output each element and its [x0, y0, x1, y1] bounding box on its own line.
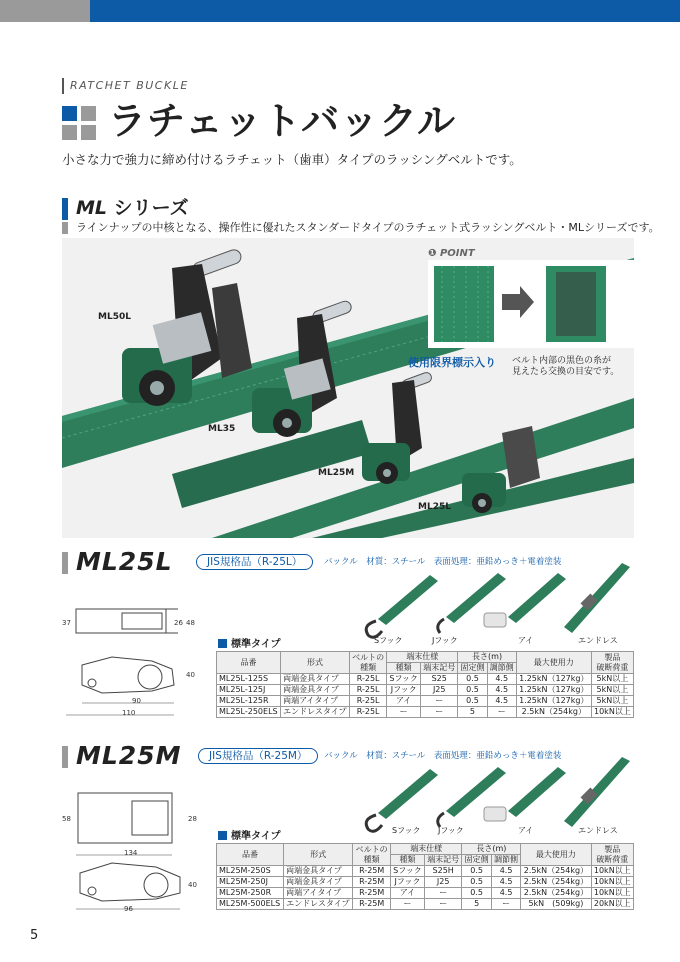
cell-part: ML25M-250S	[217, 866, 284, 877]
top-bar-gray	[0, 0, 90, 22]
table-row	[217, 685, 634, 696]
point-head: ❶ POINT	[428, 248, 475, 259]
hero-label-ml25l: ML25L	[418, 502, 451, 512]
col-term-code: 端末記号	[424, 855, 462, 866]
ml25m-strap-s: Sフック	[392, 826, 421, 835]
cell-form: 両端アイタイプ	[284, 888, 353, 899]
col-max-load: 最大使用力	[516, 652, 591, 674]
series-description: ラインナップの中核となる、操作性に優れたスタンダードタイプのラチェット式ラッシングベルト・MLシリーズです。	[76, 221, 660, 234]
cell-part: ML25L-250ELS	[217, 707, 281, 718]
cell-part: ML25M-250R	[217, 888, 284, 899]
cell-belt: R-25L	[350, 707, 387, 718]
cell-term-type: ー	[390, 899, 424, 910]
ml25l-model-name: ML25L	[76, 547, 173, 576]
cell-belt: R-25L	[350, 685, 387, 696]
col-term: 端末仕様	[390, 844, 462, 855]
ml25m-dim-96: 96	[124, 905, 133, 913]
cell-fixed: 0.5	[458, 685, 487, 696]
cell-break: 10kN以上	[591, 877, 633, 888]
cell-term-code: S25H	[424, 866, 462, 877]
col-adjust: 調節側	[491, 855, 520, 866]
cell-term-type: アイ	[387, 696, 421, 707]
ml25l-spec-text: バックル 材質：スチール 表面処理：亜鉛めっき＋電着塗装	[324, 557, 562, 567]
ml25l-strap-s: Sフック	[374, 636, 403, 645]
ml25l-dim-37: 37	[62, 619, 71, 627]
cell-belt: R-25M	[353, 899, 391, 910]
table-row	[217, 899, 634, 910]
ml25m-model-name: ML25M	[76, 741, 182, 770]
col-form: 形式	[284, 844, 353, 866]
ml25l-dim-90: 90	[132, 697, 141, 705]
ml25l-dim-40: 40	[186, 671, 195, 679]
ml25m-dim-134: 134	[124, 849, 138, 857]
ml25l-strap-j: Jフック	[432, 636, 458, 645]
cell-break: 10kN以上	[591, 888, 633, 899]
ml25m-strap-images	[358, 751, 634, 835]
cell-form: 両端金具タイプ	[284, 877, 353, 888]
ml25m-spec-table	[216, 843, 634, 910]
series-accent-bar	[62, 198, 68, 220]
table-row	[217, 707, 634, 718]
cell-belt: R-25M	[353, 866, 391, 877]
ml25l-strap-endless: エンドレス	[578, 636, 618, 645]
hero-label-ml35: ML35	[208, 424, 236, 434]
cell-form: エンドレスタイプ	[284, 899, 353, 910]
page-number: 5	[30, 928, 39, 943]
series-desc-bar	[62, 222, 68, 234]
col-fixed: 固定側	[462, 855, 491, 866]
point-callout	[408, 248, 634, 388]
cell-term-type: Jフック	[390, 877, 424, 888]
cell-break: 10kN以上	[591, 707, 633, 718]
cell-max-load: 2.5kN（254kg）	[516, 707, 591, 718]
cell-part: ML25M-500ELS	[217, 899, 284, 910]
cell-adjust: 4.5	[491, 877, 520, 888]
ml25l-strap-images	[358, 557, 634, 641]
section-ml25l	[62, 547, 634, 726]
cell-max-load: 1.25kN（127kg）	[516, 696, 591, 707]
ml25l-dim-110: 110	[122, 709, 136, 717]
cell-adjust: 4.5	[491, 888, 520, 899]
col-part: 品番	[217, 652, 281, 674]
ml25m-dim-28: 28	[188, 815, 197, 823]
cell-fixed: 0.5	[458, 696, 487, 707]
ml25m-strap-eye: アイ	[518, 826, 534, 835]
cell-term-code: J25	[421, 685, 458, 696]
cell-fixed: 5	[458, 707, 487, 718]
col-adjust: 調節側	[487, 663, 516, 674]
cell-form: エンドレスタイプ	[281, 707, 350, 718]
cell-belt: R-25M	[353, 877, 391, 888]
cell-max-load: 1.25kN（127kg）	[516, 685, 591, 696]
table-row	[217, 888, 634, 899]
cell-term-type: ー	[387, 707, 421, 718]
cell-fixed: 0.5	[458, 674, 487, 685]
cell-fixed: 5	[462, 899, 491, 910]
col-break: 製品 破断荷重	[591, 844, 633, 866]
cell-fixed: 0.5	[462, 877, 491, 888]
point-label: 使用限界標示入り	[408, 356, 496, 369]
table-row	[217, 866, 634, 877]
section-ml25m	[62, 741, 634, 920]
ml25m-standard-type: 標準タイプ	[218, 827, 281, 842]
table-row	[217, 674, 634, 685]
cell-max-load: 5kN (509kg)	[521, 899, 591, 910]
cell-fixed: 0.5	[462, 866, 491, 877]
cell-term-type: Sフック	[390, 866, 424, 877]
cell-term-type: Sフック	[387, 674, 421, 685]
cell-term-code: ー	[421, 707, 458, 718]
ml25m-dim-58: 58	[62, 815, 71, 823]
col-length: 長さ(m)	[462, 844, 521, 855]
cell-max-load: 2.5kN（254kg）	[521, 888, 591, 899]
ml25l-spec-table	[216, 651, 634, 718]
hero-label-ml50l: ML50L	[98, 312, 131, 322]
cell-max-load: 2.5kN（254kg）	[521, 877, 591, 888]
title-squares-icon	[62, 106, 96, 140]
cell-max-load: 2.5kN（254kg）	[521, 866, 591, 877]
cell-break: 10kN以上	[591, 866, 633, 877]
cell-adjust: 4.5	[491, 866, 520, 877]
cell-break: 5kN以上	[591, 674, 633, 685]
cell-belt: R-25L	[350, 674, 387, 685]
col-max-load: 最大使用力	[521, 844, 591, 866]
ml25l-strap-eye: アイ	[518, 636, 534, 645]
page-subtitle: 小さな力で強力に締め付けるラチェット（歯車）タイプのラッシングベルトです。	[62, 152, 522, 167]
eyebrow-label: RATCHET BUCKLE	[62, 78, 189, 94]
ml25m-strap-endless: エンドレス	[578, 826, 618, 835]
cell-adjust: 4.5	[487, 696, 516, 707]
ml25l-standard-type: 標準タイプ	[218, 635, 281, 650]
cell-form: 両端アイタイプ	[281, 696, 350, 707]
cell-term-code: ー	[421, 696, 458, 707]
cell-term-type: アイ	[390, 888, 424, 899]
cell-belt: R-25L	[350, 696, 387, 707]
cell-fixed: 0.5	[462, 888, 491, 899]
cell-form: 両端金具タイプ	[281, 685, 350, 696]
ml25l-dim-26: 26	[174, 619, 183, 627]
cell-part: ML25L-125R	[217, 696, 281, 707]
cell-break: 5kN以上	[591, 696, 633, 707]
col-term: 端末仕様	[387, 652, 458, 663]
col-belt: ベルトの 種類	[353, 844, 391, 866]
series-title: ML シリーズ	[76, 197, 189, 219]
cell-part: ML25L-125J	[217, 685, 281, 696]
table-row	[217, 877, 634, 888]
cell-term-type: Jフック	[387, 685, 421, 696]
col-term-code: 端末記号	[421, 663, 458, 674]
cell-belt: R-25M	[353, 888, 391, 899]
cell-form: 両端金具タイプ	[284, 866, 353, 877]
col-term-type: 種類	[387, 663, 421, 674]
cell-term-code: J25	[424, 877, 462, 888]
page-title: ラチェットバックル	[108, 99, 456, 143]
ml25l-jis-badge: JIS規格品（R-25L）	[196, 554, 313, 570]
col-fixed: 固定側	[458, 663, 487, 674]
ml25m-jis-badge: JIS規格品（R-25M）	[198, 748, 318, 764]
cell-term-code: ー	[424, 888, 462, 899]
cell-form: 両端金具タイプ	[281, 674, 350, 685]
col-term-type: 種類	[390, 855, 424, 866]
point-note: ベルト内部の黒色の糸が 見えたら交換の目安です。	[512, 356, 620, 377]
ml25m-dim-40: 40	[188, 881, 197, 889]
col-form: 形式	[281, 652, 350, 674]
cell-adjust: ー	[487, 707, 516, 718]
hero-label-ml25m: ML25M	[318, 468, 355, 478]
cell-part: ML25L-125S	[217, 674, 281, 685]
cell-part: ML25M-250J	[217, 877, 284, 888]
cell-term-code: ー	[424, 899, 462, 910]
ml25m-strap-j: Jフック	[438, 826, 464, 835]
hero-product-image	[62, 238, 634, 538]
cell-break: 20kN以上	[591, 899, 633, 910]
top-bar-blue	[90, 0, 680, 22]
col-length: 長さ(m)	[458, 652, 516, 663]
ml25m-spec-text: バックル 材質：スチール 表面処理：亜鉛めっき＋電着塗装	[324, 751, 562, 761]
cell-term-code: S25	[421, 674, 458, 685]
cell-break: 5kN以上	[591, 685, 633, 696]
col-belt: ベルトの 種類	[350, 652, 387, 674]
cell-max-load: 1.25kN（127kg）	[516, 674, 591, 685]
table-row	[217, 696, 634, 707]
ml25l-dim-48: 48	[186, 619, 195, 627]
col-part: 品番	[217, 844, 284, 866]
cell-adjust: 4.5	[487, 685, 516, 696]
col-break: 製品 破断荷重	[591, 652, 633, 674]
cell-adjust: 4.5	[487, 674, 516, 685]
cell-adjust: ー	[491, 899, 520, 910]
